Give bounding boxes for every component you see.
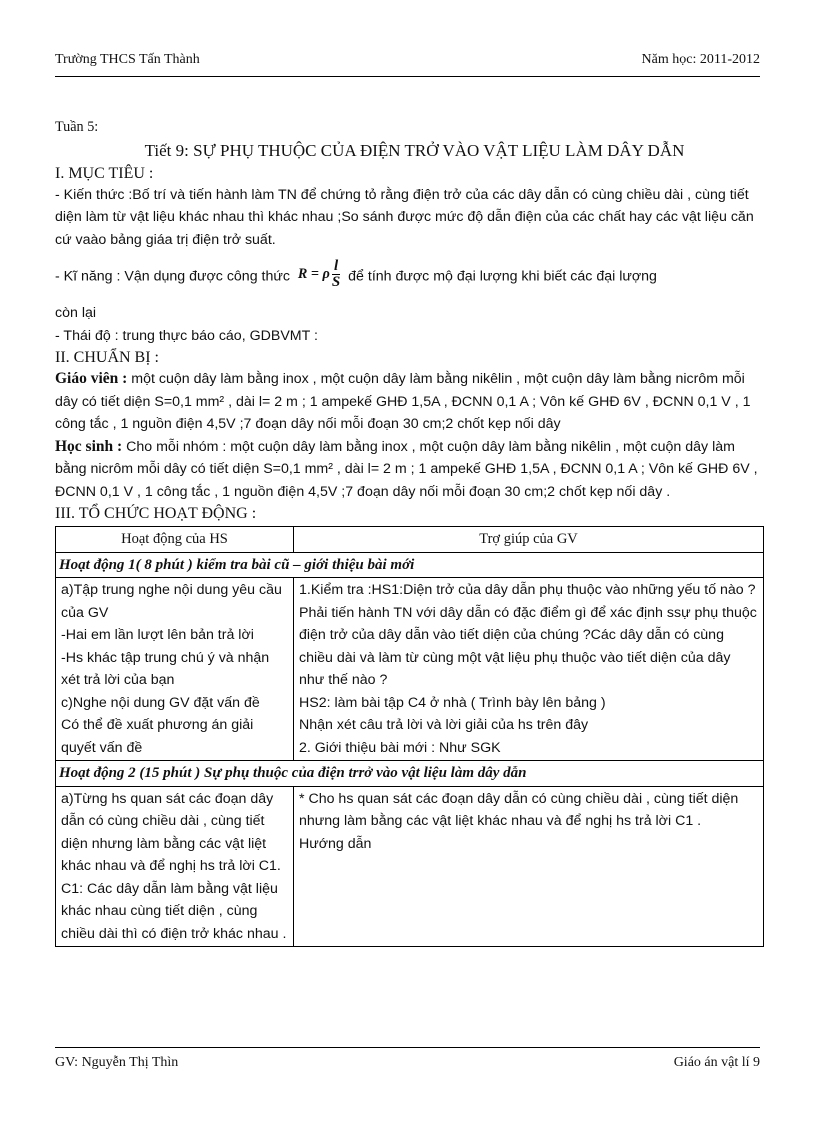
activity2-title: Hoạt động 2 (15 phút ) Sự phụ thuộc của điện trrở vào vật liệu làm dây dẫn [56,761,764,787]
list-item: -Hai em lần lượt lên bản trả lời [61,627,254,643]
page-header [55,52,760,74]
list-item: 1.Kiểm tra :HS1:Diện trở của dây dẫn phụ thuộc vào những yếu tố nào ?Phải tiến hành TN với dây dẫn có đặc điểm gì để xác định ssự phụ thuộc điện trở của dây dẫn vào tiết diện của chúng ?Các dây dẫn có cùng chiều dài và làm từ cùng một vật liệu phụ thuộc vào tiết diện của dây như thế nào ? [299,582,757,688]
activity2-title-row [56,761,764,787]
header-rule [55,76,760,77]
list-item: Hướng dẫn [299,835,372,852]
page-footer [55,1055,760,1077]
list-item: a)Tập trung nghe nội dung yêu cầu của GV [61,582,282,621]
activity1-teacher-cell [294,578,764,761]
activities-table [55,526,764,947]
objective-skill [55,258,764,292]
spacer [55,292,764,302]
subject-name: Giáo án vật lí 9 [673,1055,760,1070]
col-header-teacher: Trợ giúp của GV [294,527,764,553]
student-materials: Cho mỗi nhóm : một cuộn dây làm bằng inox , một cuộn dây làm bằng nikêlin , một cuộn dây làm bằng nicrôm mỗi dây có tiết diện S=0,1 mm² , dài l= 2 m ; 1 ampekế GHĐ 1,5A , ĐCNN 0,1 A ; Vôn kế GHĐ 6V , ĐCNN 0,1 V , 1 công tắc , 1 nguồn điện 4,5V ;7 đoạn dây nối mỗi đoạn 30 cm;2 chốt kẹp nối dây . [55,438,758,500]
formula-denominator: S [331,274,341,290]
skill-text-after: để tính được mộ đại lượng khi biết các đại lượng [348,268,657,285]
formula-fraction [332,259,340,290]
activity1-title-row [56,552,764,578]
activity2-teacher-cell [294,786,764,947]
lesson-body [55,116,764,947]
activities-heading: III. TỔ CHỨC HOẠT ĐỘNG : [55,505,257,522]
list-item: * Cho hs quan sát các đoạn dây dẫn có cùng chiều dài , cùng tiết diện nhưng làm bằng các vật liệt khác nhau và để nghị hs trả lời C1 . [299,790,739,829]
school-name: Trường THCS Tấn Thành [55,52,200,67]
formula-lhs: R = ρ [297,265,330,282]
list-item: 2. Giới thiệu bài mới : Như SGK [299,739,501,756]
activity1-row [56,578,764,761]
teacher-materials: một cuộn dây làm bằng inox , một cuộn dây làm bằng nikêlin , một cuộn dây làm bằng nicrôm mỗi dây có tiết diện S=0,1 mm² , dài l= 2 m ; 1 ampekế GHĐ 1,5A , ĐCNN 0,1 A ; Vôn kế GHĐ 6V , ĐCNN 0,1 V , 1 công tắc , 1 nguồn điện 4,5V ;7 đoạn dây nối mỗi đoạn 30 cm;2 chốt kẹp nối dây [55,371,751,432]
school-year: Năm học: 2011-2012 [641,52,760,67]
activity1-title: Hoạt động 1( 8 phút ) kiểm tra bài cũ – giới thiệu bài mới [56,552,764,578]
skill-continuation: còn lại [55,305,97,321]
col-header-student: Hoạt động của HS [56,527,294,553]
activity2-row [56,786,764,947]
week-label: Tuần 5: [55,119,99,135]
skill-text: - Kĩ năng : Vận dụng được công thức [55,268,290,285]
teacher-label: Giáo viên : [55,370,128,387]
table-header-row [56,527,764,553]
footer-rule [55,1047,760,1048]
objectives-heading: I. MỤC TIÊU : [55,164,154,182]
objective-attitude: - Thái độ : trung thực báo cáo, GDBVMT : [55,327,318,344]
list-item: Nhận xét câu trả lời và lời giải của hs trên đây [299,717,589,733]
student-label: Học sinh : [55,437,123,455]
lesson-title: Tiết 9: SỰ PHỤ THUỘC CỦA ĐIỆN TRỞ VÀO VẬT LIỆU LÀM DÂY DẪN [144,140,685,160]
list-item: c)Nghe nội dung GV đặt vấn đề [61,694,260,711]
spacer [55,251,764,261]
objective-knowledge: - Kiến thức :Bố trí và tiến hành làm TN để chứng tỏ rằng điện trở của các dây dẫn có cùng chiều dài , cùng tiết diện làm từ vật liệu khác nhau thì khác nhau ;So sánh được mức độ dẫn điện của các chất hay các vật liệu căn cứ vaào bảng giáa trị điện trở suất. [55,186,754,248]
resistance-formula [298,259,340,290]
list-item: HS2: làm bài tập C4 ở nhà ( Trình bày lên bảng ) [299,694,606,711]
list-item: a)Từng hs quan sát các đoạn dây dẫn có cùng chiều dài , cùng tiết diện nhưng làm bằng các vật liệt khác nhau và để nghị hs trả lời C1. [61,790,281,874]
activity1-student-cell [56,578,294,761]
teacher-preparation [55,368,764,436]
preparation-heading: II. CHUẨN BỊ : [55,349,159,366]
formula-numerator: l [333,258,339,274]
list-item: C1: Các dây dẫn làm bằng vật liệu khác nhau cùng tiết diện , cùng chiều dài thì có điện trở khác nhau . [61,880,287,942]
teacher-name: GV: Nguyễn Thị Thìn [55,1055,179,1070]
activity2-student-cell [56,786,294,947]
student-preparation [55,436,764,504]
list-item: Có thể đề xuất phương án giải quyết vấn đề [61,717,254,756]
list-item: -Hs khác tập trung chú ý và nhận xét trả lời của bạn [61,649,270,688]
